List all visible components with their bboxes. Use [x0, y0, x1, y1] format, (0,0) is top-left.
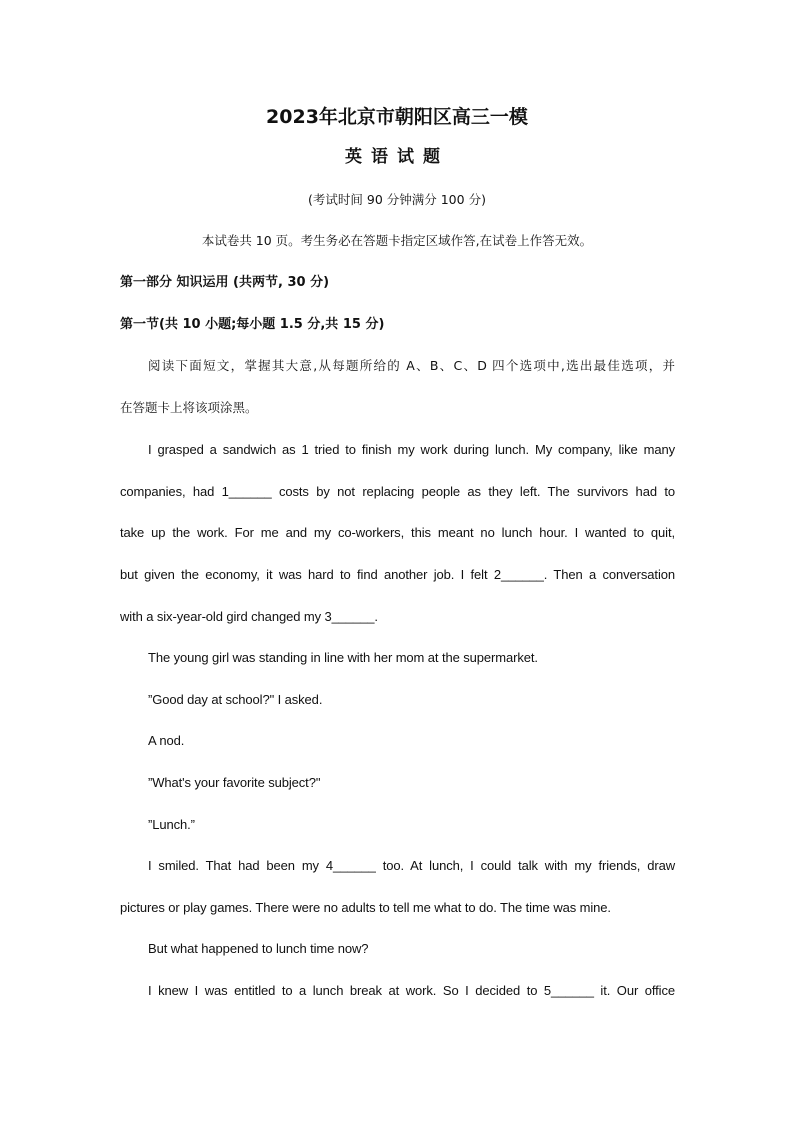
section-heading: 第一节(共 10 小题;每小题 1.5 分,共 15 分)	[120, 317, 385, 332]
passage-line: I knew I was entitled to a lunch break at work. So I decided to 5______ it. Our office	[148, 983, 675, 998]
passage-line: ”Lunch.”	[148, 817, 195, 832]
exam-subject: 英语试题	[345, 147, 449, 167]
exam-title: 2023年北京市朝阳区高三一模	[266, 106, 528, 128]
part-heading: 第一部分 知识运用 (共两节, 30 分)	[120, 275, 330, 290]
exam-time-info: (考试时间 90 分钟满分 100 分)	[308, 192, 486, 207]
passage-line: I grasped a sandwich as 1 tried to finish my work during lunch. My company, like many	[148, 442, 675, 457]
passage-line: But what happened to lunch time now?	[148, 941, 369, 956]
passage-line: with a six-year-old gird changed my 3______.	[120, 609, 378, 624]
passage-line: companies, had 1______ costs by not replacing people as they left. The survivors had to	[120, 484, 675, 499]
passage-line: A nod.	[148, 733, 185, 748]
passage-line: I smiled. That had been my 4______ too. At lunch, I could talk with my friends, draw	[148, 858, 675, 873]
exam-notice: 本试卷共 10 页。考生务必在答题卡指定区域作答,在试卷上作答无效。	[201, 233, 593, 248]
passage-line: pictures or play games. There were no adults to tell me what to do. The time was mine.	[120, 900, 611, 915]
instruction-line: 阅读下面短文，掌握其大意,从每题所给的 A、B、C、D 四个选项中,选出最佳选项，并	[148, 358, 675, 373]
instruction-line: 在答题卡上将该项涂黑。	[120, 400, 258, 415]
passage-line: ”Good day at school?" I asked.	[148, 692, 323, 707]
passage-line: The young girl was standing in line with her mom at the supermarket.	[148, 650, 538, 665]
passage-line: ”What's your favorite subject?"	[148, 775, 321, 790]
passage-line: but given the economy, it was hard to find another job. I felt 2______. Then a conversation	[120, 567, 675, 582]
passage-line: take up the work. For me and my co-workers, this meant no lunch hour. I wanted to quit,	[120, 525, 675, 540]
